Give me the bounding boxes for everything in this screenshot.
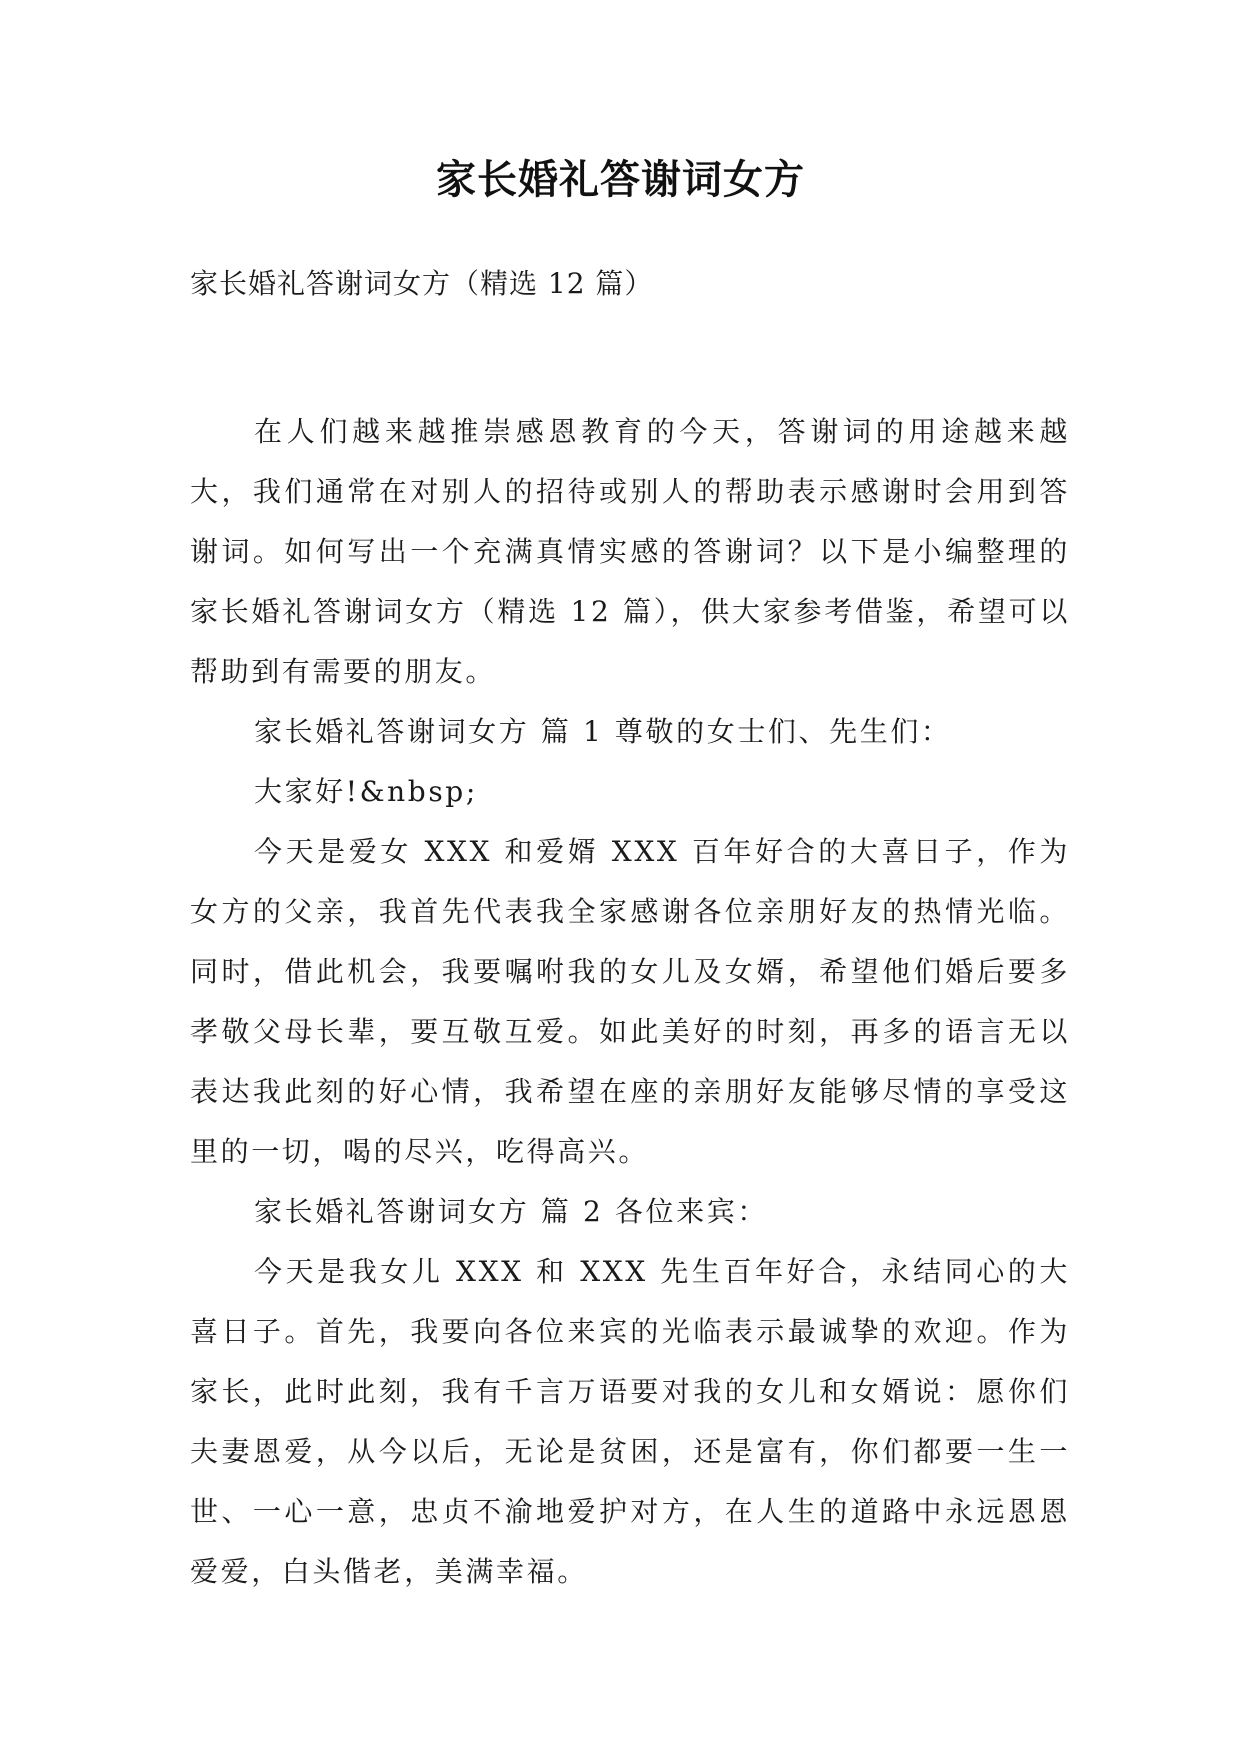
paragraph-greeting: 大家好!&nbsp;: [254, 775, 478, 808]
paragraph-section1-heading: 家长婚礼答谢词女方 篇 1 尊敬的女士们、先生们：: [254, 715, 952, 748]
paragraph-section1-body: 今天是爱女 XXX 和爱婿 XXX 百年好合的大喜日子，作为女方的父亲，我首先代表我全家感谢各位亲朋好友的热情光临。同时，借此机会，我要嘱咐我的女儿及女婿，希望他们婚后要多孝敬父母长辈，要互敬互爱。如此美好的时刻，再多的语言无以表达我此刻的好心情，我希望在座的亲朋好友能够尽情的享受这里的一切，喝的尽兴，吃得高兴。: [190, 835, 1070, 1168]
paragraph-intro: 在人们越来越推崇感恩教育的今天，答谢词的用途越来越大，我们通常在对别人的招待或别人的帮助表示感谢时会用到答谢词。如何写出一个充满真情实感的答谢词？以下是小编整理的家长婚礼答谢词女方（精选 12 篇），供大家参考借鉴，希望可以帮助到有需要的朋友。: [190, 415, 1070, 688]
paragraph-section2-heading: 家长婚礼答谢词女方 篇 2 各位来宾：: [254, 1195, 768, 1228]
paragraph-section2-body: 今天是我女儿 XXX 和 XXX 先生百年好合，永结同心的大喜日子。首先，我要向各位来宾的光临表示最诚挚的欢迎。作为家长，此时此刻，我有千言万语要对我的女儿和女婿说：愿你们夫妻恩爱，从今以后，无论是贫困，还是富有，你们都要一生一世、一心一意，忠贞不渝地爱护对方，在人生的道路中永远恩恩爱爱，白头偕老，美满幸福。: [190, 1255, 1070, 1588]
document-subtitle: 家长婚礼答谢词女方（精选 12 篇）: [190, 267, 654, 300]
document-title: 家长婚礼答谢词女方: [436, 157, 805, 203]
document-body: [190, 402, 1070, 1602]
